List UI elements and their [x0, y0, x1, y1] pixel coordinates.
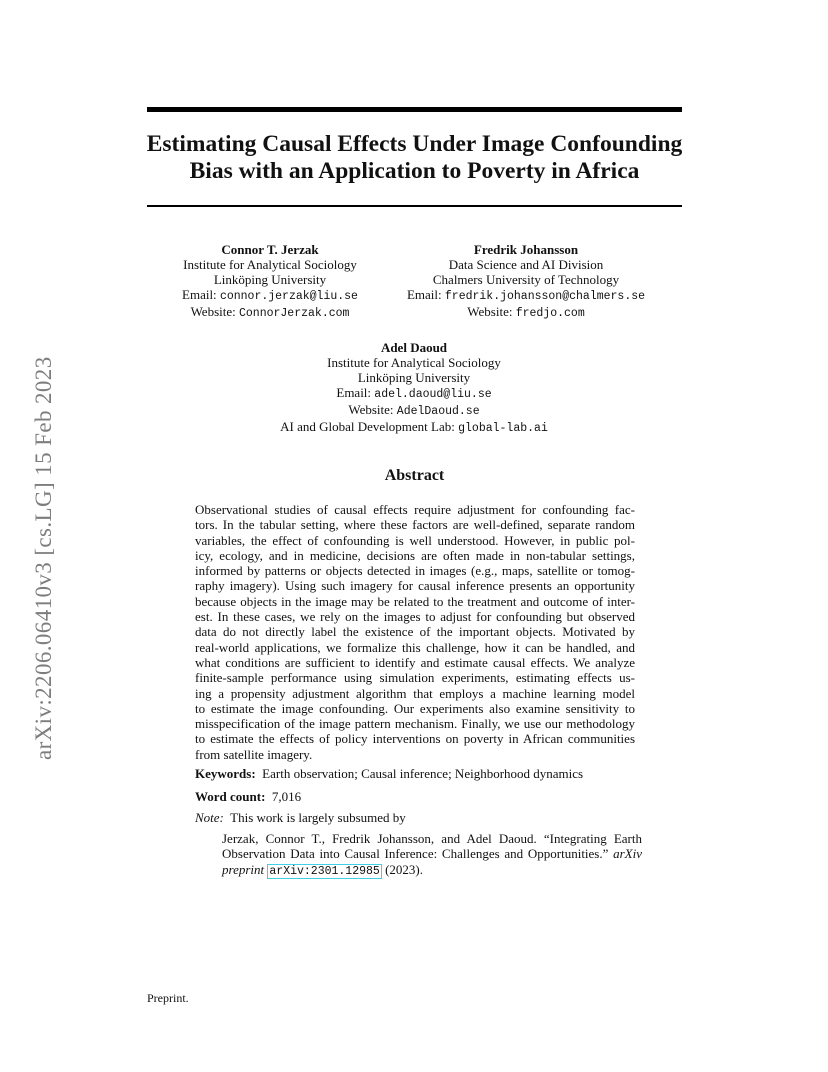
abstract-line: ing a propensity adjustment algorithm that employs a machine learning model — [195, 685, 635, 701]
author-email: adel.daoud@liu.se — [374, 387, 492, 401]
paper-title — [140, 131, 689, 185]
abstract-body — [195, 502, 635, 762]
author-affiliation: Linköping University — [357, 369, 471, 385]
author-website-line: Website: AdelDaoud.se — [348, 401, 480, 418]
citation-line-1: Jerzak, Connor T., Fredrik Johansson, and Adel Daoud. “Integrating Earth — [222, 831, 642, 846]
abstract-line: to estimate the image confounding. Our experiments also examine sensitivity to — [195, 700, 635, 716]
author-website: fredjo.com — [515, 306, 585, 320]
citation-block — [222, 831, 642, 879]
author-lab-line: AI and Global Development Lab: global-lab.ai — [280, 418, 548, 435]
note-text: This work is largely subsumed by — [230, 810, 406, 825]
abstract-line: tors. In the tabular setting, where these factors are well-defined, separate random — [195, 517, 635, 533]
author-block-jerzak — [150, 243, 390, 322]
author-affiliation: Institute for Analytical Sociology — [327, 354, 501, 370]
abstract-line: from satellite imagery. — [195, 746, 313, 762]
author-affiliation: Chalmers University of Technology — [432, 271, 620, 287]
keywords-text: Earth observation; Causal inference; Neighborhood dynamics — [262, 766, 584, 781]
abstract-line: Observational studies of causal effects require adjustment for confounding fac- — [195, 502, 635, 517]
author-email: fredrik.johansson@chalmers.se — [444, 289, 646, 303]
citation-line-3: preprint arXiv:2301.12985 (2023). — [222, 861, 423, 878]
abstract-line: raphy imagery). Using such imagery for causal inference presents an opportunity — [195, 578, 635, 594]
keywords-label: Keywords: — [195, 766, 256, 781]
author-email: connor.jerzak@liu.se — [219, 289, 358, 303]
note-label: Note: — [195, 810, 224, 825]
abstract-line: variables, the effect of confounding is well understood. However, in public pol- — [195, 532, 635, 548]
abstract-line: real-world applications, we formalize this challenge, how it can be handled, and — [195, 639, 635, 655]
author-website-line: Website: fredjo.com — [467, 303, 585, 320]
author-affiliation: Institute for Analytical Sociology — [183, 256, 357, 272]
author-email-line: Email: adel.daoud@liu.se — [336, 384, 492, 401]
abstract-line: misspecification of the image pattern mechanism. Finally, we use our methodology — [195, 716, 635, 732]
arxiv-sidebar-stamp: arXiv:2206.06410v3 [cs.LG] 15 Feb 2023 — [31, 356, 56, 760]
word-count-label: Word count: — [195, 789, 266, 804]
abstract-line: to estimate the effects of policy interventions on poverty in African communities — [195, 731, 635, 747]
word-count-value: 7,016 — [271, 789, 302, 804]
author-website-line: Website: ConnorJerzak.com — [190, 303, 350, 320]
author-name: Fredrik Johansson — [473, 242, 579, 257]
author-name: Adel Daoud — [380, 340, 448, 355]
author-email-line: Email: fredrik.johansson@chalmers.se — [406, 286, 646, 303]
abstract-heading: Abstract — [384, 467, 445, 484]
abstract-line: est. In these cases, we rely on the images to adjust for confounding but observed — [195, 609, 635, 625]
note-line — [195, 810, 645, 826]
title-bottom-rule — [147, 205, 682, 207]
title-top-rule — [147, 107, 682, 112]
abstract-line: informed by patterns or objects detected in images (e.g., maps, satellite or tomog- — [195, 563, 635, 579]
author-website: AdelDaoud.se — [396, 404, 480, 418]
author-email-line: Email: connor.jerzak@liu.se — [182, 286, 358, 303]
abstract-line: what conditions are sufficient to identify and estimate causal effects. We analyze — [195, 654, 635, 670]
author-lab: global-lab.ai — [458, 421, 548, 435]
keywords-line — [195, 766, 645, 782]
abstract-line: because objects in the image may be related to the treatment and outcome of inter- — [195, 593, 635, 609]
footer-preprint: Preprint. — [147, 991, 189, 1005]
author-name: Connor T. Jerzak — [221, 242, 319, 257]
arxiv-link[interactable]: arXiv:2301.12985 — [269, 864, 380, 878]
word-count-line — [195, 789, 645, 805]
title-line-2: Bias with an Application to Poverty in Africa — [189, 158, 640, 184]
author-website: ConnorJerzak.com — [239, 306, 350, 320]
author-affiliation: Data Science and AI Division — [448, 256, 604, 272]
abstract-line: data do not directly label the existence of the important objects. Motivated by — [195, 624, 635, 640]
abstract-line: icy, ecology, and in medicine, decisions are often made in non-tabular settings, — [195, 547, 635, 563]
title-line-1: Estimating Causal Effects Under Image Confounding — [146, 131, 683, 157]
author-block-johansson — [385, 243, 667, 322]
abstract-line: finite-sample performance using simulation experiments, estimating effects us- — [195, 670, 635, 686]
author-affiliation: Linköping University — [213, 271, 327, 287]
author-block-daoud — [234, 341, 594, 436]
citation-line-2: Observation Data into Causal Inference: Challenges and Opportunities.” arXiv — [222, 846, 642, 862]
